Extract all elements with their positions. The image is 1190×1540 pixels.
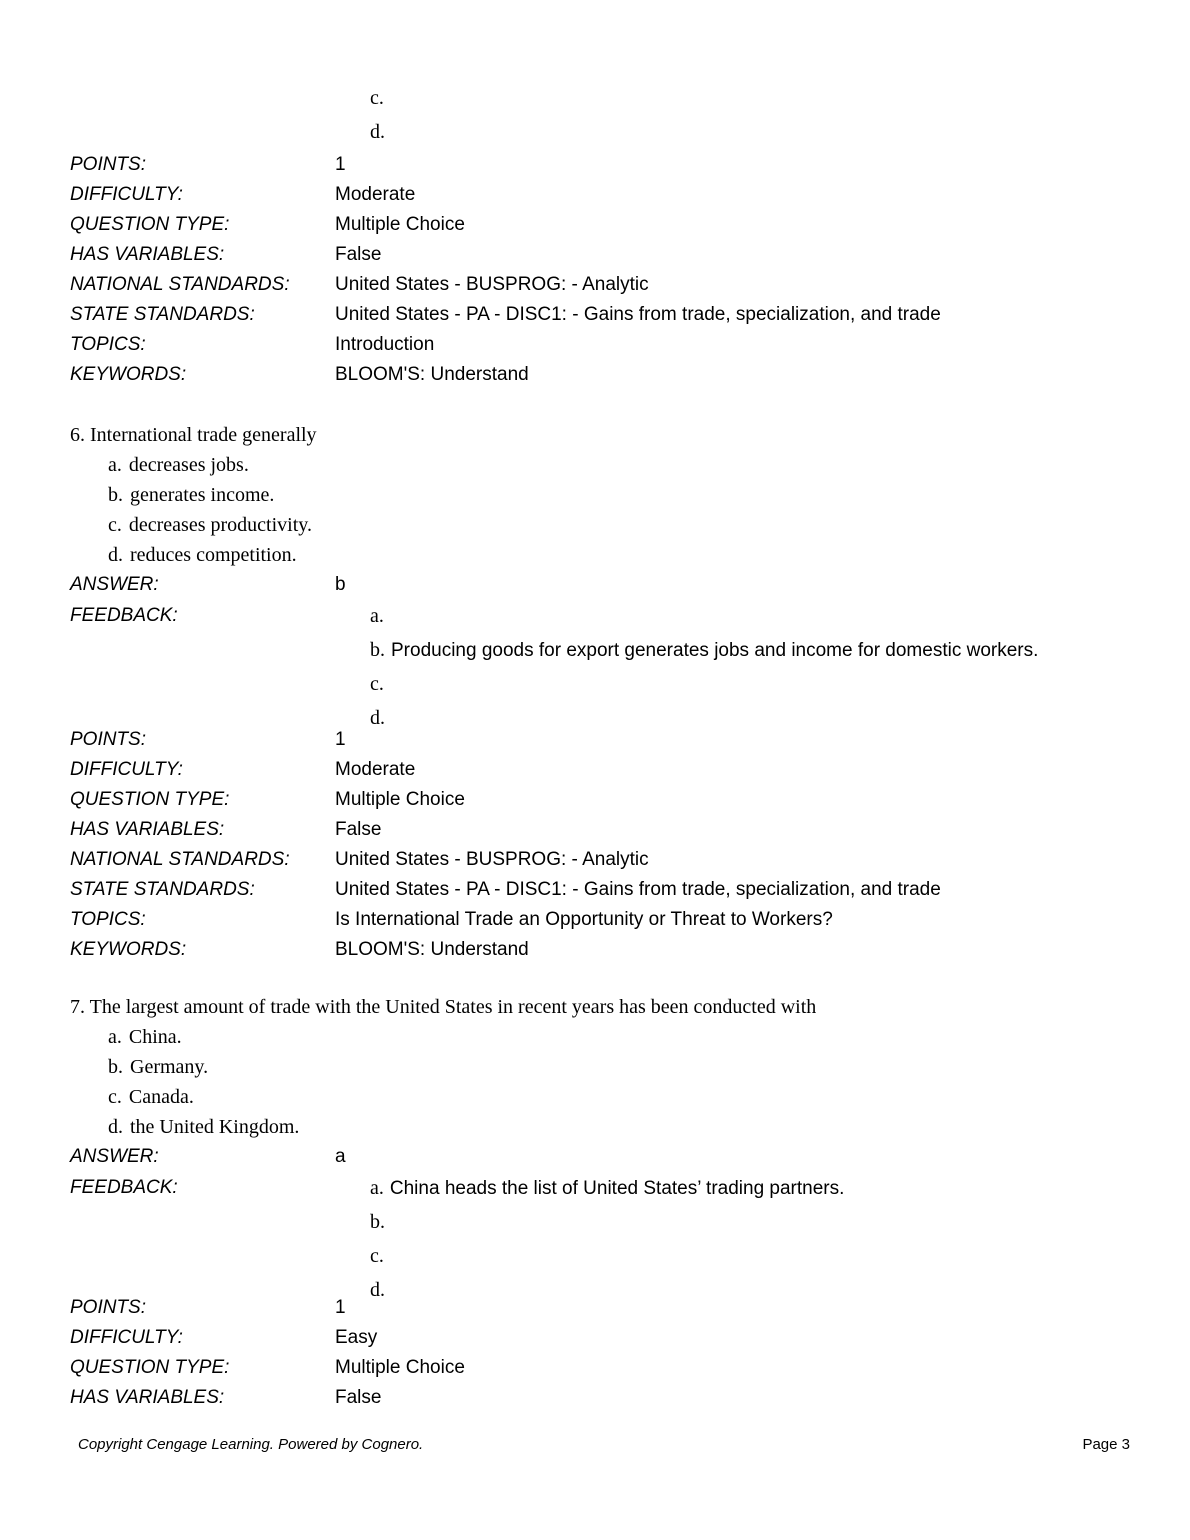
meta-label: POINTS: xyxy=(70,729,147,750)
feedback-letter: c. xyxy=(370,1245,384,1267)
meta-value: False xyxy=(335,1387,382,1408)
feedback-row xyxy=(0,1172,1190,1308)
option-letter: c. xyxy=(108,1086,122,1108)
meta-value: Is International Trade an Opportunity or Threat to Workers? xyxy=(335,909,833,930)
meta-value: United States - BUSPROG: - Analytic xyxy=(335,849,649,870)
feedback-letter: d. xyxy=(370,707,385,729)
meta-row xyxy=(0,1383,1190,1413)
option-text: China. xyxy=(128,1026,182,1048)
meta-row xyxy=(0,210,1190,240)
meta-label: QUESTION TYPE: xyxy=(70,789,230,810)
meta-value: United States - BUSPROG: - Analytic xyxy=(335,274,649,295)
meta-label: QUESTION TYPE: xyxy=(70,214,230,235)
option-row xyxy=(0,510,1190,540)
feedback-item xyxy=(370,668,1038,702)
option-letter: c. xyxy=(108,514,122,536)
meta-row xyxy=(0,300,1190,330)
answer-label: ANSWER: xyxy=(70,1146,159,1167)
meta-row xyxy=(0,845,1190,875)
meta-label: TOPICS: xyxy=(70,909,146,930)
meta-value: 1 xyxy=(335,729,346,750)
metadata-block xyxy=(0,1293,1190,1413)
meta-label: DIFFICULTY: xyxy=(70,184,183,205)
meta-label: HAS VARIABLES: xyxy=(70,819,225,840)
feedback-item xyxy=(370,1240,844,1274)
option-row xyxy=(0,1082,1190,1112)
feedback-item xyxy=(370,1172,844,1206)
feedback-letter: a. xyxy=(370,1177,384,1199)
meta-label: STATE STANDARDS: xyxy=(70,879,255,900)
meta-label: KEYWORDS: xyxy=(70,364,187,385)
option-text: the United Kingdom. xyxy=(130,1116,300,1138)
meta-row xyxy=(0,150,1190,180)
feedback-letter: c. xyxy=(370,673,384,695)
meta-row xyxy=(0,875,1190,905)
meta-value: Multiple Choice xyxy=(335,1357,465,1378)
meta-row xyxy=(0,785,1190,815)
option-row xyxy=(0,450,1190,480)
meta-value: Moderate xyxy=(335,184,416,205)
footer-page-number: Page 3 xyxy=(1082,1436,1130,1453)
meta-value: United States - PA - DISC1: - Gains from trade, specialization, and trade xyxy=(335,879,941,900)
meta-label: HAS VARIABLES: xyxy=(70,244,225,265)
option-row xyxy=(0,540,1190,570)
option-letter: a. xyxy=(108,454,122,476)
meta-row xyxy=(0,815,1190,845)
meta-row xyxy=(0,1353,1190,1383)
meta-value: United States - PA - DISC1: - Gains from trade, specialization, and trade xyxy=(335,304,941,325)
meta-label: POINTS: xyxy=(70,154,147,175)
feedback-item xyxy=(370,634,1038,668)
option-row xyxy=(0,480,1190,510)
answer-row xyxy=(0,570,1190,600)
option-row xyxy=(0,1022,1190,1052)
option-letter: d. xyxy=(108,544,123,566)
meta-value: False xyxy=(335,244,382,265)
feedback-row xyxy=(0,600,1190,736)
meta-value: BLOOM'S: Understand xyxy=(335,364,529,385)
question-stem: 7. The largest amount of trade with the United States in recent years has been conducted with xyxy=(70,996,817,1018)
option-text: reduces competition. xyxy=(130,544,297,566)
page-footer xyxy=(0,1430,1190,1460)
feedback-item xyxy=(370,82,1190,116)
meta-label: POINTS: xyxy=(70,1297,147,1318)
footer-copyright: Copyright Cengage Learning. Powered by Cognero. xyxy=(78,1436,424,1453)
feedback-letter: d. xyxy=(370,121,385,143)
option-letter: a. xyxy=(108,1026,122,1048)
meta-value: Easy xyxy=(335,1327,378,1348)
feedback-item xyxy=(370,116,1190,150)
meta-row xyxy=(0,725,1190,755)
option-text: decreases productivity. xyxy=(128,514,312,536)
meta-value: Introduction xyxy=(335,334,435,355)
meta-label: HAS VARIABLES: xyxy=(70,1387,225,1408)
feedback-item xyxy=(370,600,1038,634)
option-text: Canada. xyxy=(128,1086,194,1108)
meta-label: QUESTION TYPE: xyxy=(70,1357,230,1378)
answer-row xyxy=(0,1142,1190,1172)
meta-label: NATIONAL STANDARDS: xyxy=(70,274,290,295)
question-block-7 xyxy=(0,992,1190,1308)
feedback-letter: a. xyxy=(370,605,384,627)
meta-row xyxy=(0,1293,1190,1323)
feedback-text: Producing goods for export generates jobs and income for domestic workers. xyxy=(391,640,1039,661)
question-block-6 xyxy=(0,420,1190,736)
meta-label: DIFFICULTY: xyxy=(70,1327,183,1348)
meta-value: Moderate xyxy=(335,759,416,780)
metadata-block xyxy=(0,150,1190,390)
meta-row xyxy=(0,905,1190,935)
meta-row xyxy=(0,755,1190,785)
question-stem: 6. International trade generally xyxy=(70,424,317,446)
option-letter: b. xyxy=(108,484,123,506)
option-text: generates income. xyxy=(130,484,275,506)
option-text: decreases jobs. xyxy=(128,454,249,476)
answer-label: ANSWER: xyxy=(70,574,159,595)
meta-row xyxy=(0,360,1190,390)
metadata-block xyxy=(0,725,1190,965)
option-letter: d. xyxy=(108,1116,123,1138)
feedback-label: FEEDBACK: xyxy=(70,605,178,626)
answer-value: a xyxy=(335,1146,346,1167)
meta-label: KEYWORDS: xyxy=(70,939,187,960)
meta-row xyxy=(0,180,1190,210)
feedback-items xyxy=(370,1172,844,1308)
meta-row xyxy=(0,935,1190,965)
meta-row xyxy=(0,240,1190,270)
meta-value: Multiple Choice xyxy=(335,789,465,810)
answer-value: b xyxy=(335,574,346,595)
meta-value: Multiple Choice xyxy=(335,214,465,235)
feedback-items xyxy=(370,600,1038,736)
feedback-item xyxy=(370,1206,844,1240)
meta-value: BLOOM'S: Understand xyxy=(335,939,529,960)
meta-row xyxy=(0,330,1190,360)
option-row xyxy=(0,1052,1190,1082)
option-letter: b. xyxy=(108,1056,123,1078)
feedback-letter: c. xyxy=(370,87,384,109)
option-text: Germany. xyxy=(130,1056,209,1078)
meta-label: DIFFICULTY: xyxy=(70,759,183,780)
meta-label: TOPICS: xyxy=(70,334,146,355)
meta-label: STATE STANDARDS: xyxy=(70,304,255,325)
meta-value: 1 xyxy=(335,154,346,175)
feedback-text: China heads the list of United States’ trading partners. xyxy=(389,1178,845,1199)
meta-value: False xyxy=(335,819,382,840)
meta-row xyxy=(0,270,1190,300)
prev-question-feedback-tail xyxy=(0,82,1190,150)
feedback-letter: b. xyxy=(370,1211,385,1233)
meta-row xyxy=(0,1323,1190,1353)
feedback-letter: d. xyxy=(370,1279,385,1301)
option-row xyxy=(0,1112,1190,1142)
feedback-letter: b. xyxy=(370,639,385,661)
feedback-label: FEEDBACK: xyxy=(70,1177,178,1198)
meta-label: NATIONAL STANDARDS: xyxy=(70,849,290,870)
meta-value: 1 xyxy=(335,1297,346,1318)
